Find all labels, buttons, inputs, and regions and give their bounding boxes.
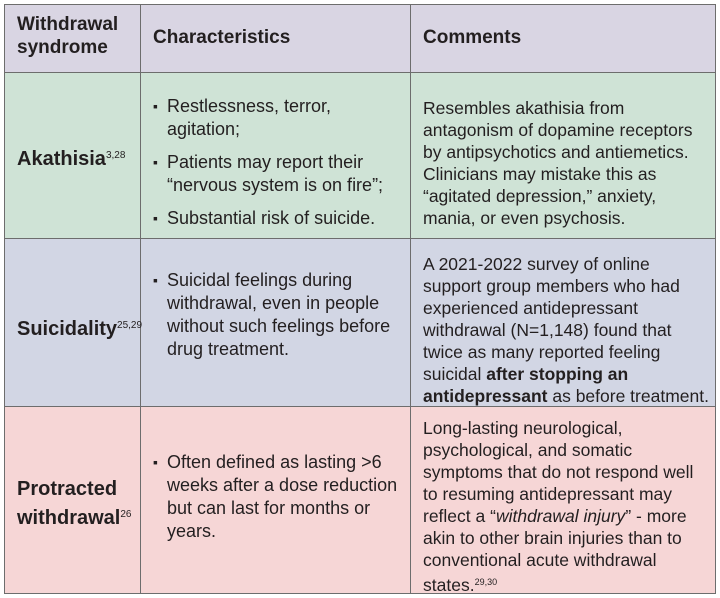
list-item: ▪ Patients may report their “nervous system is on fire”; bbox=[153, 151, 402, 197]
header-cell-comments bbox=[411, 5, 715, 72]
table-row-akathisia bbox=[5, 73, 715, 239]
syndrome-name: Akathisia$^{3,28}$ bbox=[17, 148, 126, 170]
comment-text: A 2021-2022 survey of online support group members who had experienced antidepressant withdrawal (N=1,148) found that twice as many reported feeling suicidal after stopping an antidepressant as before treatment. bbox=[423, 254, 709, 406]
header-syndrome-line1: Withdrawal bbox=[17, 14, 119, 35]
syndrome-cell bbox=[5, 239, 141, 406]
table-row-protracted-withdrawal bbox=[5, 407, 715, 593]
reference-superscript: 26 bbox=[120, 509, 132, 520]
comment-text: Long-lasting neurological, psychological, and somatic symptoms that do not respond well to resuming antidepressant may reflect a “withdrawal injury” - more akin to other brain injuries than to conventional acute withdrawal states.$^{29,30}$ bbox=[423, 418, 694, 595]
characteristics-cell bbox=[141, 239, 411, 406]
characteristics-list bbox=[141, 407, 410, 543]
reference-superscript: 3,28 bbox=[105, 150, 126, 161]
reference-superscript: 25,29 bbox=[117, 320, 143, 331]
table-row-suicidality bbox=[5, 239, 715, 407]
list-item: ▪ Often defined as lasting >6 weeks after a dose reduction but can last for months or years. bbox=[153, 451, 402, 543]
syndrome-cell bbox=[5, 73, 141, 238]
header-characteristics: Characteristics bbox=[153, 27, 291, 48]
characteristics-list bbox=[141, 239, 410, 361]
characteristics-cell bbox=[141, 73, 411, 238]
list-item: ▪ Suicidal feelings during withdrawal, even in people without such feelings before drug treatment. bbox=[153, 269, 402, 361]
comments-cell bbox=[411, 239, 715, 406]
characteristics-list bbox=[141, 73, 410, 230]
syndrome-name: Protracted withdrawal$^{26}$ bbox=[17, 478, 132, 529]
characteristics-cell bbox=[141, 407, 411, 593]
list-item: ▪ Restlessness, terror, agitation; bbox=[153, 95, 402, 141]
comments-cell bbox=[411, 407, 715, 593]
emphasis-text: withdrawal injury bbox=[495, 506, 626, 526]
header-cell-syndrome bbox=[5, 5, 141, 72]
list-item: ▪ Substantial risk of suicide. bbox=[153, 207, 402, 230]
comments-cell bbox=[411, 73, 715, 238]
comment-text: Resembles akathisia from antagonism of dopamine receptors by antipsychotics and antiemetics. Clinicians may mistake this as “agitated depression,” anxiety, mania, or even psychosis. bbox=[423, 98, 693, 228]
reference-superscript: 29,30 bbox=[474, 577, 498, 587]
syndrome-name: Suicidality$^{25,29}$ bbox=[17, 318, 143, 340]
header-cell-characteristics bbox=[141, 5, 411, 72]
header-syndrome-line2: syndrome bbox=[17, 37, 108, 58]
emphasis-text: after stopping an antidepressant bbox=[423, 364, 629, 406]
table-header-row bbox=[5, 5, 715, 73]
withdrawal-syndromes-table bbox=[4, 4, 716, 594]
header-comments: Comments bbox=[423, 27, 522, 48]
syndrome-cell bbox=[5, 407, 141, 593]
